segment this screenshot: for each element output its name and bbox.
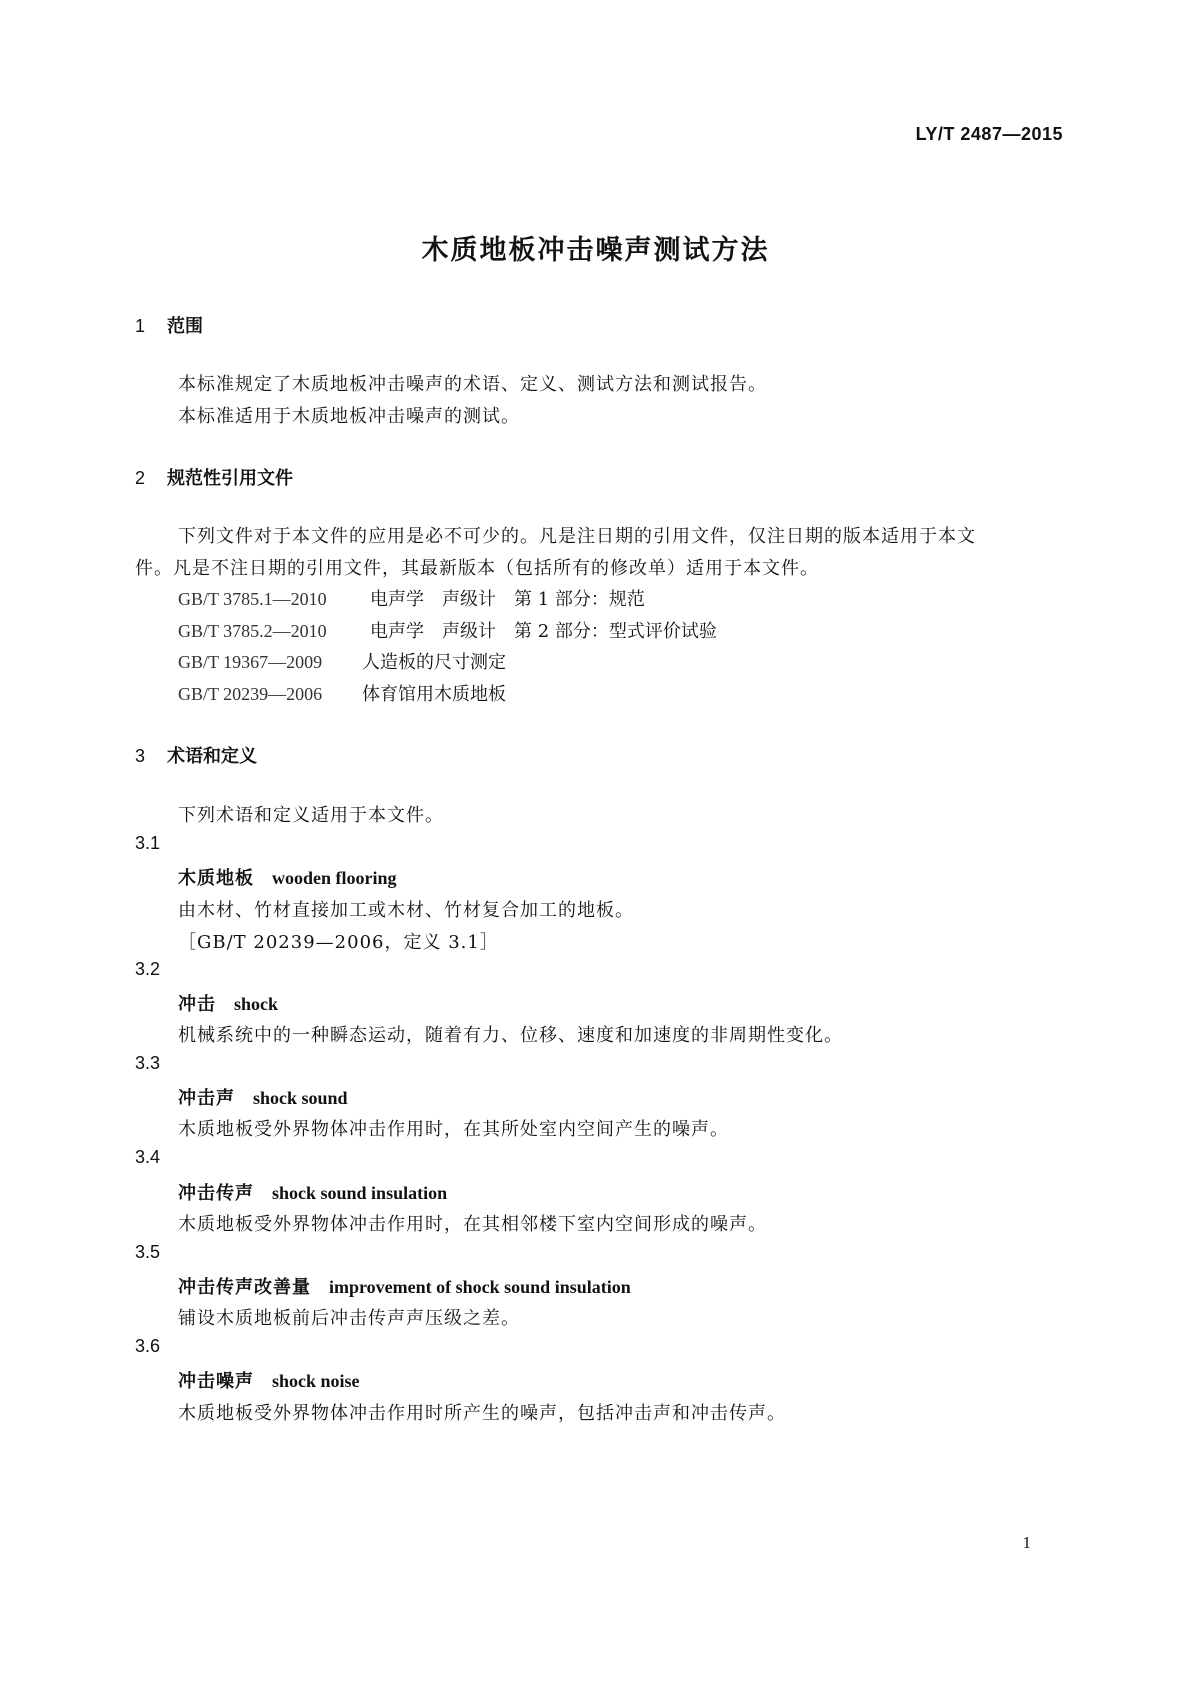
term-english: shock sound <box>253 1088 348 1108</box>
term-number: 3.1 <box>135 833 161 853</box>
term-definition: 由木材、竹材直接加工或木材、竹材复合加工的地板。 <box>178 900 634 921</box>
references-intro-line-1: 下列文件对于本文件的应用是必不可少的。凡是注日期的引用文件，仅注日期的版本适用于本文 <box>178 526 976 547</box>
term-chinese: 冲击传声 <box>178 1183 254 1204</box>
section-1-heading <box>135 312 203 338</box>
term-english: improvement of shock sound insulation <box>329 1277 631 1297</box>
reference-title: 体育馆用木质地板 <box>362 684 506 705</box>
term-number: 3.5 <box>135 1242 161 1262</box>
reference-code: GB/T 19367—2009 <box>178 652 323 672</box>
reference-code: GB/T 3785.1—2010 <box>178 589 327 609</box>
term-chinese: 木质地板 <box>178 868 254 889</box>
term-definition: 铺设木质地板前后冲击传声声压级之差。 <box>178 1308 520 1329</box>
terms-intro: 下列术语和定义适用于本文件。 <box>178 805 444 826</box>
reference-code: GB/T 20239—2006 <box>178 684 323 704</box>
reference-title: 人造板的尺寸测定 <box>362 652 506 673</box>
term-chinese: 冲击传声改善量 <box>178 1277 311 1298</box>
section-3-heading <box>135 742 257 768</box>
section-title: 术语和定义 <box>167 746 257 767</box>
term-chinese: 冲击声 <box>178 1088 235 1109</box>
section-title: 范围 <box>167 316 203 337</box>
section-2-heading <box>135 464 293 490</box>
term-english: shock <box>234 994 279 1014</box>
section-title: 规范性引用文件 <box>167 468 293 489</box>
term-source: ［GB/T 20239—2006，定义 3.1］ <box>178 932 499 953</box>
term-number: 3.2 <box>135 959 161 979</box>
reference-item <box>178 585 645 611</box>
term-heading <box>178 990 278 1016</box>
scope-paragraph-2: 本标准适用于木质地板冲击噪声的测试。 <box>178 406 520 427</box>
term-definition: 机械系统中的一种瞬态运动，随着有力、位移、速度和加速度的非周期性变化。 <box>178 1025 843 1046</box>
page-number: 1 <box>1022 1533 1031 1552</box>
term-english: shock noise <box>272 1371 360 1391</box>
term-heading <box>178 864 397 890</box>
section-number: 1 <box>135 316 146 336</box>
reference-code: GB/T 3785.2—2010 <box>178 621 327 641</box>
term-heading <box>178 1084 348 1110</box>
term-number: 3.6 <box>135 1336 161 1356</box>
term-heading <box>178 1179 447 1205</box>
reference-title: 电声学 声级计 第 2 部分：型式评价试验 <box>370 621 717 642</box>
reference-item <box>178 617 717 643</box>
term-chinese: 冲击 <box>178 994 216 1015</box>
reference-title: 电声学 声级计 第 1 部分：规范 <box>370 589 645 610</box>
references-intro-line-2: 件。凡是不注日期的引用文件，其最新版本（包括所有的修改单）适用于本文件。 <box>135 558 819 579</box>
term-english: shock sound insulation <box>272 1183 448 1203</box>
document-title: 木质地板冲击噪声测试方法 <box>421 235 770 266</box>
term-definition: 木质地板受外界物体冲击作用时，在其相邻楼下室内空间形成的噪声。 <box>178 1214 767 1235</box>
reference-item <box>178 680 506 706</box>
term-heading <box>178 1273 631 1299</box>
scope-paragraph-1: 本标准规定了木质地板冲击噪声的术语、定义、测试方法和测试报告。 <box>178 374 767 395</box>
term-number: 3.3 <box>135 1053 161 1073</box>
term-number: 3.4 <box>135 1147 161 1167</box>
standard-number: LY/T 2487—2015 <box>915 124 1063 144</box>
term-definition: 木质地板受外界物体冲击作用时所产生的噪声，包括冲击声和冲击传声。 <box>178 1403 786 1424</box>
reference-item <box>178 648 506 674</box>
term-heading <box>178 1367 360 1393</box>
term-definition: 木质地板受外界物体冲击作用时，在其所处室内空间产生的噪声。 <box>178 1119 729 1140</box>
section-number: 3 <box>135 746 146 766</box>
term-english: wooden flooring <box>272 868 397 888</box>
term-chinese: 冲击噪声 <box>178 1371 254 1392</box>
section-number: 2 <box>135 468 146 488</box>
